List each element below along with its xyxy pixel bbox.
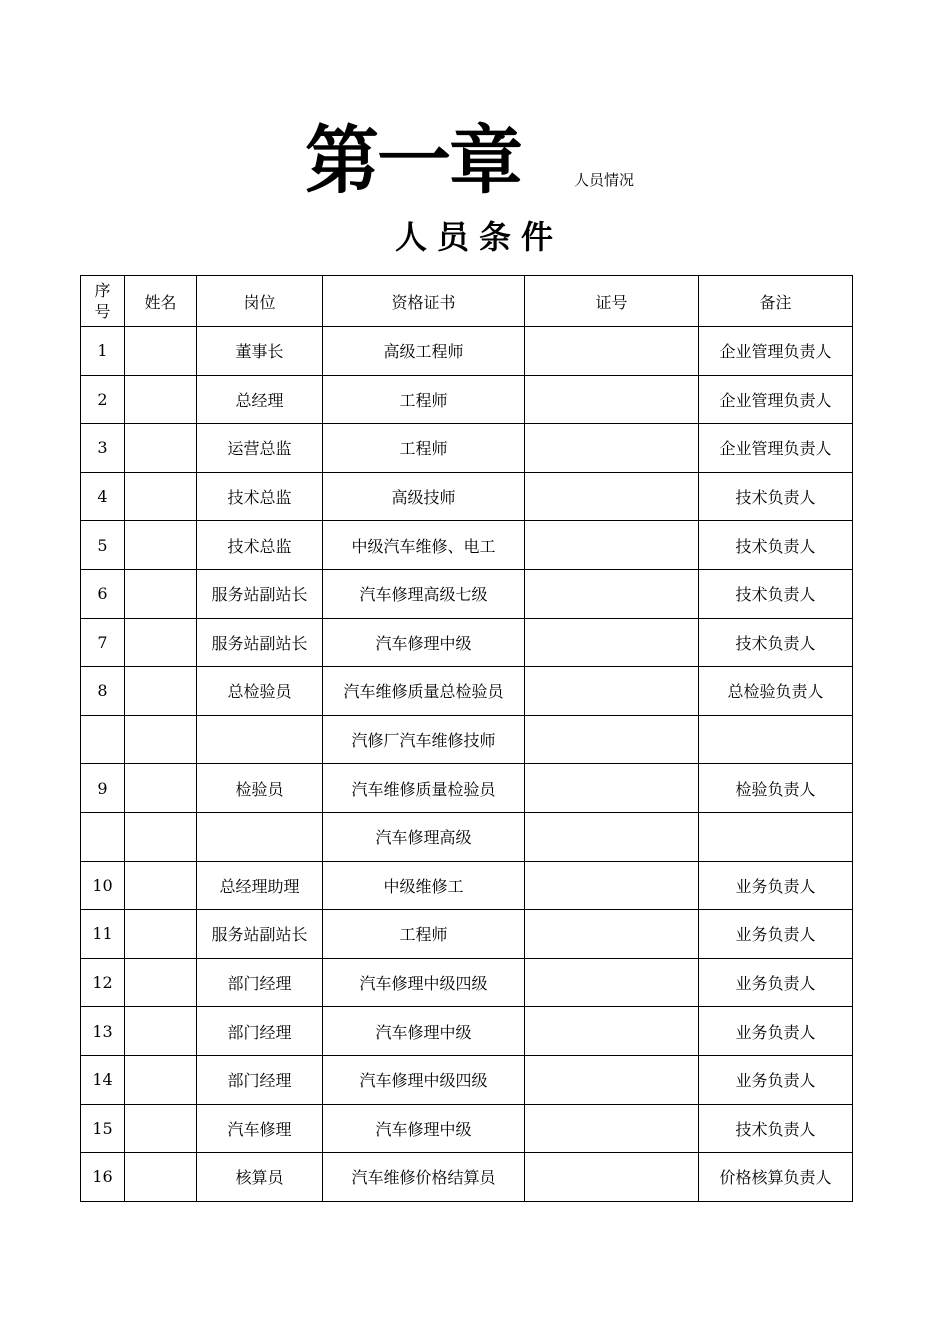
table-row xyxy=(81,812,853,861)
cell-cert-number xyxy=(525,618,699,667)
column-header-cert-number: 证号 xyxy=(525,276,699,327)
cell-name xyxy=(125,424,197,473)
cell-cert-number xyxy=(525,1007,699,1056)
cell-position: 董事长 xyxy=(197,327,323,376)
table-row xyxy=(81,667,853,716)
cell-seq: 1 xyxy=(81,327,125,376)
cell-cert-number xyxy=(525,1104,699,1153)
cell-certificate: 中级维修工 xyxy=(323,861,525,910)
cell-position: 总经理 xyxy=(197,375,323,424)
cell-seq: 7 xyxy=(81,618,125,667)
cell-remarks: 业务负责人 xyxy=(699,861,853,910)
cell-remarks: 总检验负责人 xyxy=(699,667,853,716)
table-row xyxy=(81,1007,853,1056)
cell-cert-number xyxy=(525,812,699,861)
cell-certificate: 工程师 xyxy=(323,424,525,473)
cell-cert-number xyxy=(525,910,699,959)
cell-remarks: 检验负责人 xyxy=(699,764,853,813)
cell-name xyxy=(125,327,197,376)
cell-remarks: 技术负责人 xyxy=(699,521,853,570)
table-row xyxy=(81,618,853,667)
table-row xyxy=(81,569,853,618)
cell-seq: 13 xyxy=(81,1007,125,1056)
cell-remarks: 业务负责人 xyxy=(699,910,853,959)
cell-name xyxy=(125,1104,197,1153)
column-header-certificate: 资格证书 xyxy=(323,276,525,327)
cell-cert-number xyxy=(525,958,699,1007)
cell-seq: 16 xyxy=(81,1153,125,1202)
cell-seq xyxy=(81,715,125,764)
cell-position: 服务站副站长 xyxy=(197,618,323,667)
cell-position: 总经理助理 xyxy=(197,861,323,910)
table-row xyxy=(81,1153,853,1202)
cell-position: 检验员 xyxy=(197,764,323,813)
table-header xyxy=(81,276,853,327)
cell-certificate: 汽修厂汽车维修技师 xyxy=(323,715,525,764)
cell-remarks xyxy=(699,715,853,764)
cell-cert-number xyxy=(525,1153,699,1202)
column-header-remarks: 备注 xyxy=(699,276,853,327)
cell-position: 部门经理 xyxy=(197,958,323,1007)
cell-cert-number xyxy=(525,861,699,910)
table-row xyxy=(81,958,853,1007)
cell-name xyxy=(125,910,197,959)
cell-name xyxy=(125,764,197,813)
cell-position xyxy=(197,715,323,764)
cell-name xyxy=(125,1007,197,1056)
cell-seq: 4 xyxy=(81,472,125,521)
cell-certificate: 汽车修理中级 xyxy=(323,1007,525,1056)
cell-seq xyxy=(81,812,125,861)
cell-position: 技术总监 xyxy=(197,472,323,521)
column-header-position: 岗位 xyxy=(197,276,323,327)
cell-cert-number xyxy=(525,667,699,716)
cell-position: 核算员 xyxy=(197,1153,323,1202)
cell-certificate: 汽车维修质量总检验员 xyxy=(323,667,525,716)
cell-certificate: 汽车修理中级 xyxy=(323,1104,525,1153)
cell-cert-number xyxy=(525,569,699,618)
cell-cert-number xyxy=(525,472,699,521)
cell-name xyxy=(125,521,197,570)
cell-remarks: 价格核算负责人 xyxy=(699,1153,853,1202)
column-header-seq-text: 序号 xyxy=(94,281,111,321)
table-row xyxy=(81,715,853,764)
cell-position: 技术总监 xyxy=(197,521,323,570)
cell-remarks: 业务负责人 xyxy=(699,1055,853,1104)
cell-cert-number xyxy=(525,424,699,473)
cell-cert-number xyxy=(525,375,699,424)
cell-position: 部门经理 xyxy=(197,1007,323,1056)
cell-name xyxy=(125,569,197,618)
cell-name xyxy=(125,618,197,667)
cell-cert-number xyxy=(525,1055,699,1104)
cell-certificate: 汽车修理中级四级 xyxy=(323,1055,525,1104)
cell-seq: 5 xyxy=(81,521,125,570)
cell-certificate: 高级技师 xyxy=(323,472,525,521)
cell-name xyxy=(125,958,197,1007)
cell-seq: 14 xyxy=(81,1055,125,1104)
cell-remarks: 业务负责人 xyxy=(699,958,853,1007)
cell-name xyxy=(125,472,197,521)
cell-name xyxy=(125,375,197,424)
cell-certificate: 汽车修理高级 xyxy=(323,812,525,861)
column-header-seq xyxy=(81,276,125,327)
cell-position: 运营总监 xyxy=(197,424,323,473)
cell-position xyxy=(197,812,323,861)
cell-certificate: 工程师 xyxy=(323,910,525,959)
cell-remarks: 企业管理负责人 xyxy=(699,327,853,376)
cell-remarks: 技术负责人 xyxy=(699,472,853,521)
cell-cert-number xyxy=(525,327,699,376)
table-row xyxy=(81,327,853,376)
cell-seq: 3 xyxy=(81,424,125,473)
cell-certificate: 高级工程师 xyxy=(323,327,525,376)
cell-certificate: 汽车修理中级四级 xyxy=(323,958,525,1007)
cell-position: 服务站副站长 xyxy=(197,910,323,959)
cell-seq: 9 xyxy=(81,764,125,813)
cell-certificate: 汽车修理高级七级 xyxy=(323,569,525,618)
table-row xyxy=(81,764,853,813)
cell-seq: 6 xyxy=(81,569,125,618)
cell-position: 部门经理 xyxy=(197,1055,323,1104)
section-title: 人员条件 xyxy=(394,218,563,256)
table-row xyxy=(81,1104,853,1153)
cell-remarks xyxy=(699,812,853,861)
cell-remarks: 企业管理负责人 xyxy=(699,424,853,473)
table-body xyxy=(81,327,853,1202)
table-row xyxy=(81,521,853,570)
staff-table xyxy=(80,275,853,1202)
table-row xyxy=(81,910,853,959)
cell-seq: 2 xyxy=(81,375,125,424)
chapter-title: 第一章 xyxy=(305,118,521,204)
cell-cert-number xyxy=(525,715,699,764)
cell-seq: 10 xyxy=(81,861,125,910)
cell-position: 服务站副站长 xyxy=(197,569,323,618)
cell-remarks: 技术负责人 xyxy=(699,569,853,618)
table-row xyxy=(81,424,853,473)
cell-remarks: 企业管理负责人 xyxy=(699,375,853,424)
header-row xyxy=(81,276,853,327)
cell-name xyxy=(125,861,197,910)
cell-certificate: 汽车维修质量检验员 xyxy=(323,764,525,813)
cell-certificate: 中级汽车维修、电工 xyxy=(323,521,525,570)
table-row xyxy=(81,861,853,910)
table-row xyxy=(81,472,853,521)
cell-certificate: 汽车修理中级 xyxy=(323,618,525,667)
cell-remarks: 技术负责人 xyxy=(699,1104,853,1153)
cell-certificate: 汽车维修价格结算员 xyxy=(323,1153,525,1202)
cell-remarks: 业务负责人 xyxy=(699,1007,853,1056)
cell-seq: 11 xyxy=(81,910,125,959)
cell-certificate: 工程师 xyxy=(323,375,525,424)
table-row xyxy=(81,1055,853,1104)
cell-remarks: 技术负责人 xyxy=(699,618,853,667)
cell-cert-number xyxy=(525,764,699,813)
cell-cert-number xyxy=(525,521,699,570)
cell-name xyxy=(125,1153,197,1202)
cell-seq: 8 xyxy=(81,667,125,716)
chapter-subtitle: 人员情况 xyxy=(574,171,635,189)
column-header-name: 姓名 xyxy=(125,276,197,327)
cell-name xyxy=(125,812,197,861)
cell-position: 汽车修理 xyxy=(197,1104,323,1153)
cell-name xyxy=(125,667,197,716)
cell-name xyxy=(125,1055,197,1104)
cell-seq: 12 xyxy=(81,958,125,1007)
cell-seq: 15 xyxy=(81,1104,125,1153)
cell-name xyxy=(125,715,197,764)
table-row xyxy=(81,375,853,424)
cell-position: 总检验员 xyxy=(197,667,323,716)
